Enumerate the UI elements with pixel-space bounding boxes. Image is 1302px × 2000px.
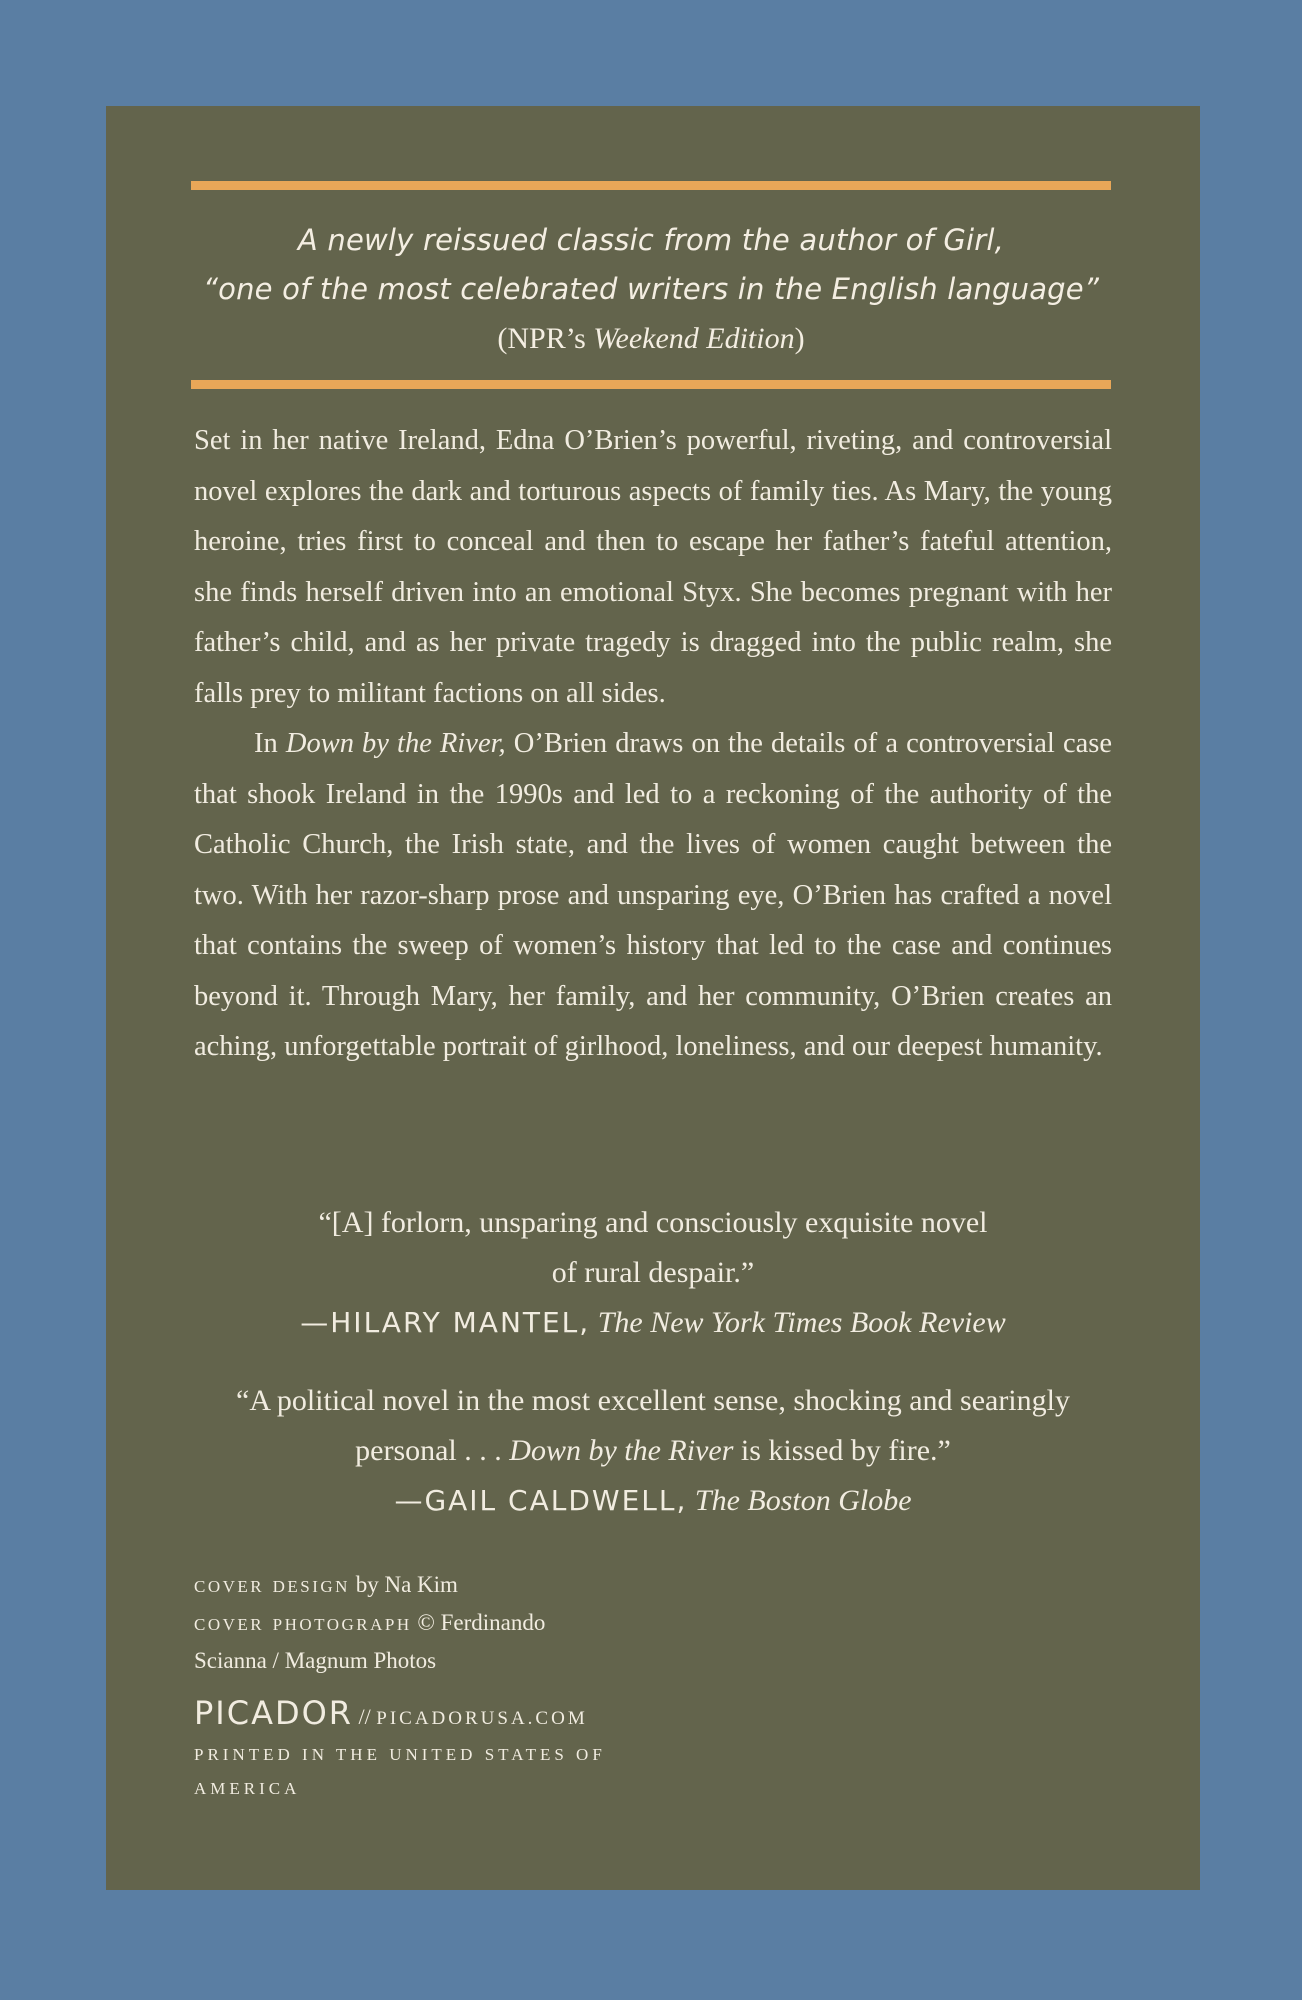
bottom-accent-rule <box>191 380 1111 389</box>
tagline-line-1 <box>191 216 1111 265</box>
quote-1-line-1: “[A] forlorn, unsparing and consciously exquisite novel <box>318 1206 988 1239</box>
tagline-line-2: “one of the most celebrated writers in the English language” <box>202 272 1100 306</box>
synopsis-paragraph-1: Set in her native Ireland, Edna O’Brien’s powerful, riveting, and controversial novel explores the dark and torturous aspects of family ties. As Mary, the young heroine, tries first to conceal and then to escape her father’s fateful attention, she finds herself driven into an emotional Styx. She becomes pregnant with her father’s child, and as her private tragedy is dragged into the public realm, she falls prey to militant factions on all sides. <box>194 425 1112 709</box>
top-accent-rule <box>191 181 1111 190</box>
publisher-url: PICADORUSA.COM <box>376 1708 588 1729</box>
tagline-source-prefix: (NPR’s <box>497 322 594 355</box>
cover-design-credit <box>194 1566 545 1604</box>
tagline-line-3 <box>191 314 1111 364</box>
quote-2-book-title: Down by the River <box>509 1434 734 1467</box>
cover-photo-value-2: Scianna / Magnum Photos <box>194 1648 437 1673</box>
tagline-source-show: Weekend Edition <box>593 322 795 355</box>
quote-2-line-2-prefix: personal . . . <box>355 1434 510 1467</box>
review-quote-2 <box>194 1376 1112 1526</box>
publisher-separator: // <box>353 1704 377 1729</box>
back-cover-panel <box>106 106 1200 1890</box>
cover-credits <box>194 1566 545 1679</box>
quote-2-line-2-suffix: is kissed by fire.” <box>733 1434 951 1467</box>
paragraph-2-book-title: Down by the River, <box>285 728 506 759</box>
cover-photo-credit <box>194 1604 545 1642</box>
synopsis <box>194 416 1112 1073</box>
quote-2-attribution <box>194 1476 1112 1526</box>
tagline-line-1-text: A newly reissued classic from the author of <box>297 223 944 257</box>
quote-1-publication: The New York Times Book Review <box>597 1306 1006 1339</box>
cover-design-value: by Na Kim <box>349 1572 458 1597</box>
cover-photo-value: © Ferdinando <box>411 1610 546 1635</box>
tagline-book-title: Girl, <box>943 223 1005 257</box>
publisher-line <box>194 1696 664 1736</box>
cover-design-label: cover design <box>194 1572 350 1598</box>
tagline-source-suffix: ) <box>794 322 805 355</box>
quote-2-publication: The Boston Globe <box>694 1484 912 1517</box>
paragraph-2-text: O’Brien draws on the details of a controversial case that shook Ireland in the 1990s and led to a reckoning of the authority of the Catholic Church, the Irish state, and the lives of women caught between the two. With her razor-sharp prose and unsparing eye, O’Brien has crafted a novel that contains the sweep of women’s history that led to the case and continues beyond it. Through Mary, her family, and her community, O’Brien creates an aching, unforgettable portrait of girlhood, loneliness, and our deepest humanity. <box>194 728 1112 1062</box>
tagline <box>191 216 1111 364</box>
cover-photo-label: cover photograph <box>194 1610 412 1636</box>
quote-1-attribution <box>194 1298 1112 1348</box>
quote-1-line-2: of rural despair.” <box>551 1256 755 1289</box>
quote-1-author: —HILARY MANTEL, <box>300 1306 591 1339</box>
quote-2-line-2 <box>194 1426 1112 1476</box>
paragraph-2-prefix: In <box>254 728 286 759</box>
synopsis-paragraph-2 <box>194 719 1112 1073</box>
quote-2-line-1: “A political novel in the most excellent sense, shocking and searingly <box>236 1384 1070 1417</box>
printed-in-usa: PRINTED IN THE UNITED STATES OF AMERICA <box>194 1745 606 1798</box>
quote-2-author: —GAIL CALDWELL, <box>394 1484 688 1517</box>
publisher-block <box>194 1696 664 1806</box>
publisher-logo: PICADOR <box>194 1694 354 1732</box>
review-quote-1 <box>194 1198 1112 1348</box>
